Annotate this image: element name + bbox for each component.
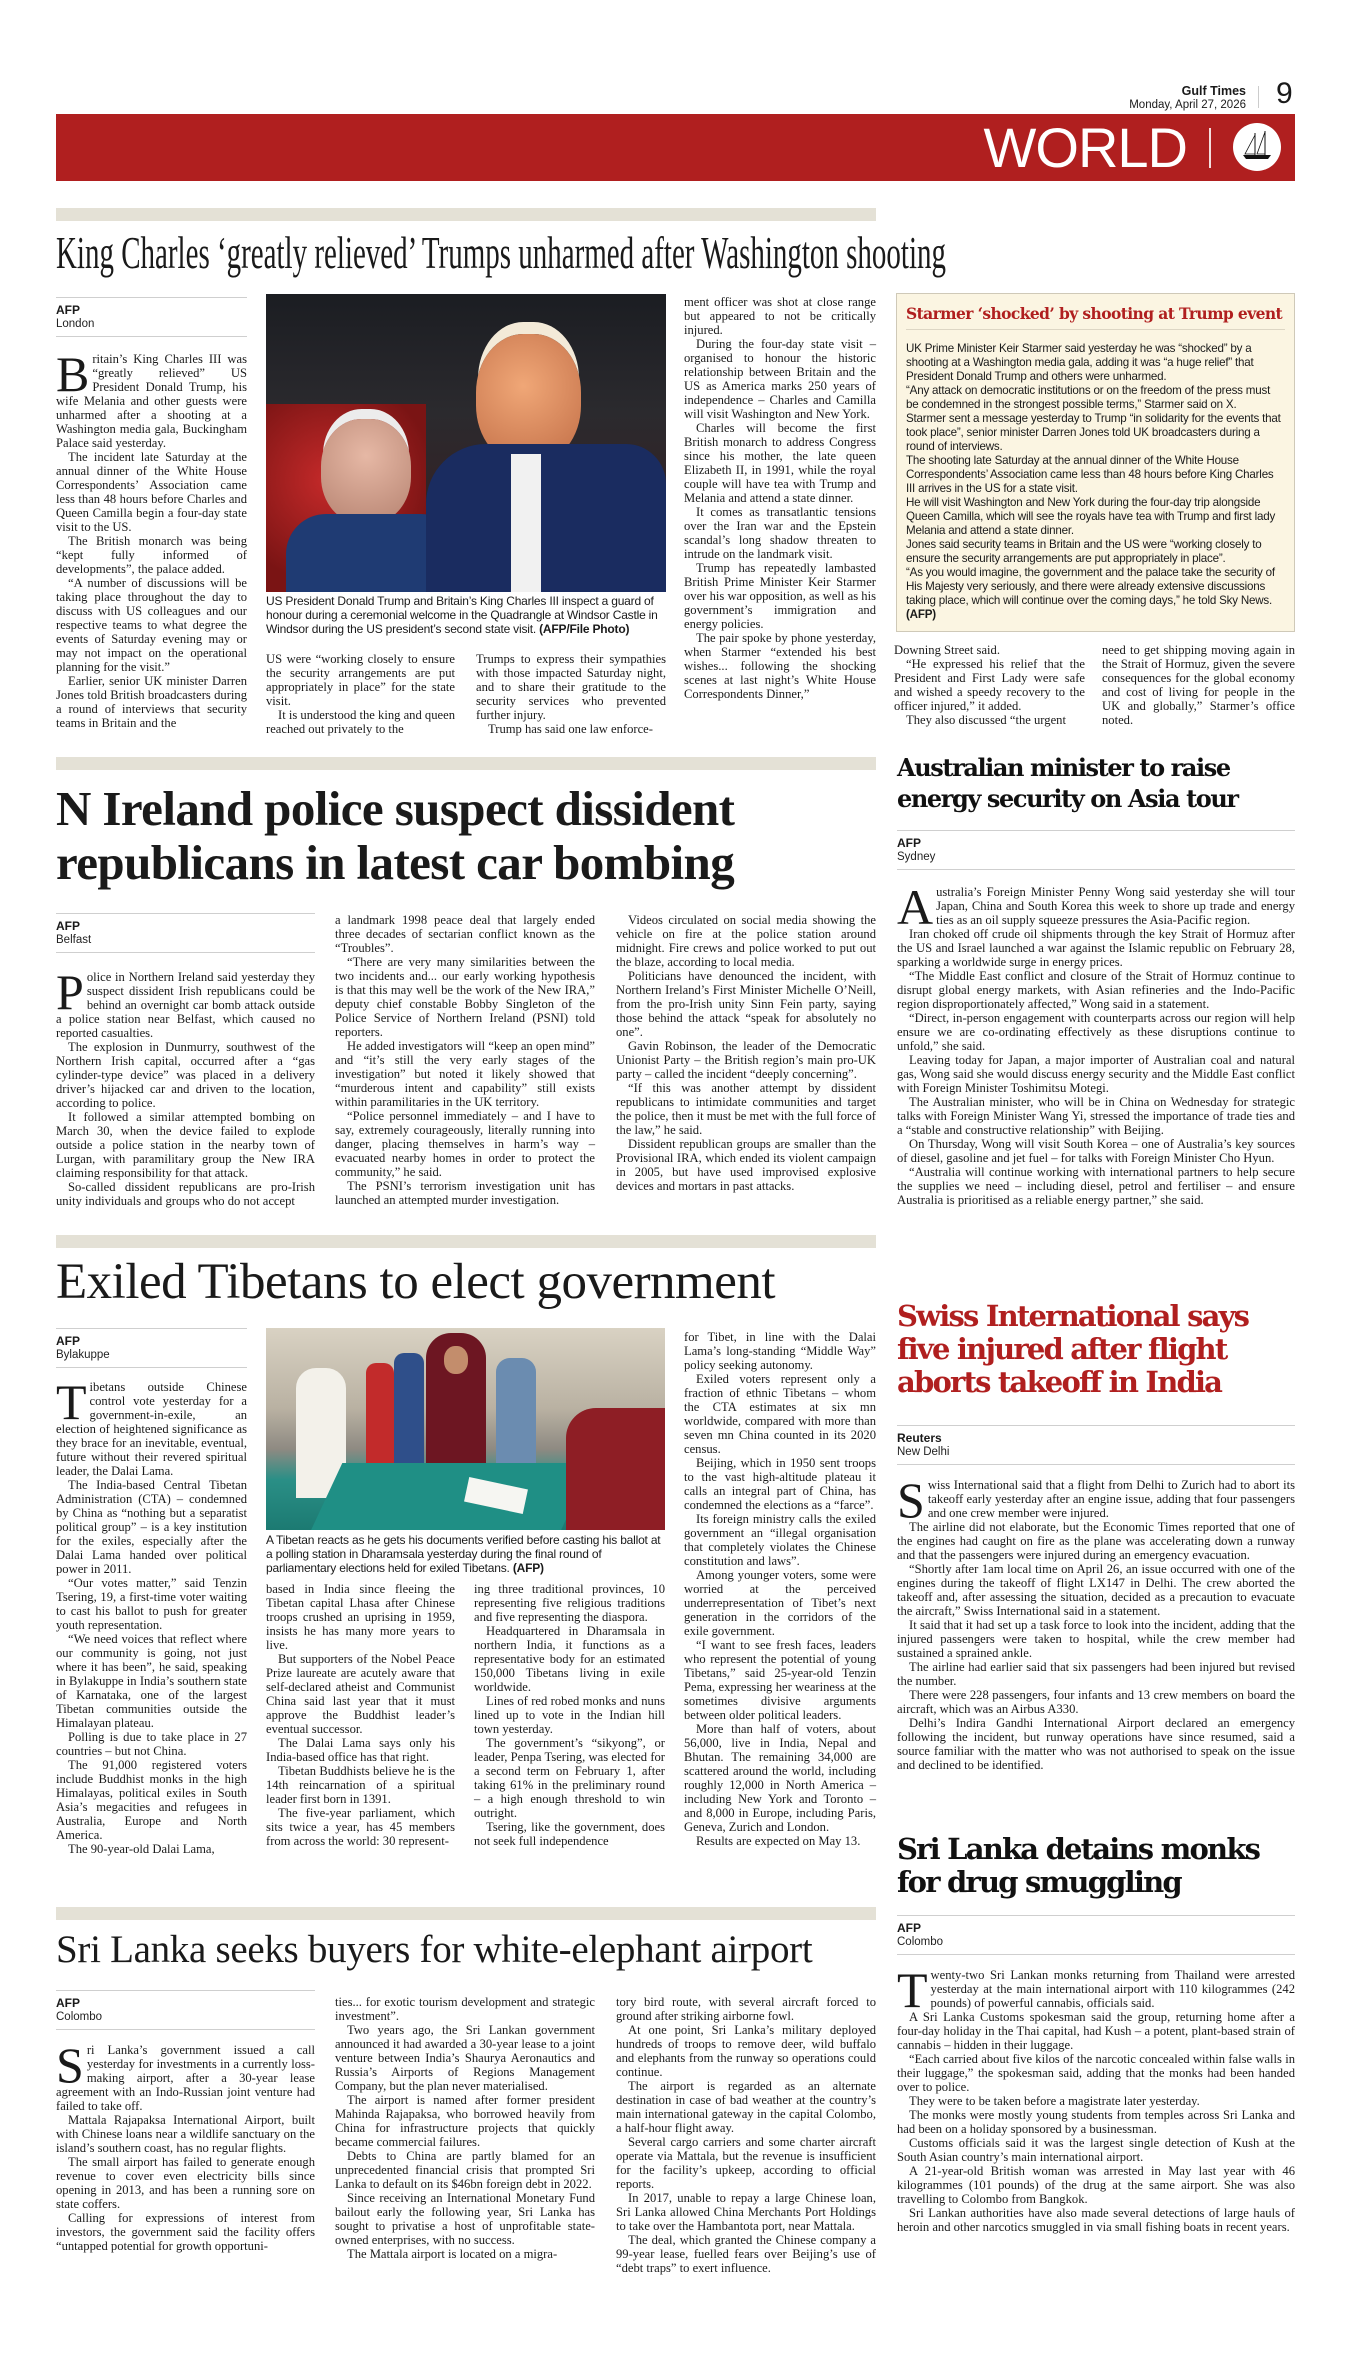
paragraph: Two years ago, the Sri Lankan government announced it had awarded a 30-year lease to a joint venture between India’s Shaurya Aeronautics and Russia’s Airports of Regions Management Company, but the plan never materialised. [335,2023,595,2093]
article-column [266,652,455,736]
article-column [897,879,1295,1207]
paragraph: “He expressed his relief that the President and First Lady were safe and wished a speedy recovery to the officer injured,” it added. [894,657,1085,713]
paragraph: The Australian minister, who will be in China on Wednesday for strategic talks with Foreign Minister Wang Yi, stressed the importance of trade ties and a “stable and constructive relationship” with Beijing. [897,1095,1295,1137]
section-rule [56,1235,876,1248]
paragraph: The India-based Central Tibetan Administration (CTA) – condemned by China as “nothing but a separatist political group” – is a key institution for the exiles, especially after the Dalai Lama handed over political power in 2011. [56,1478,247,1576]
byline-place: Belfast [56,934,92,946]
paragraph: In 2017, unable to repay a large Chinese loan, Sri Lanka allowed China Merchants Port Holdings to take over the Hambantota port, near Mattala. [616,2191,876,2233]
paragraph: The Dalai Lama says only his India-based office has that right. [266,1736,455,1764]
article-column [616,1995,876,2275]
photo-caption [266,1533,665,1575]
masthead [1040,84,1246,112]
article-column [894,643,1085,727]
paragraph: Earlier, senior UK minister Darren Jones told British broadcasters during a round of interviews that security teams in Britain and the [56,674,247,730]
byline-agency: AFP [897,1921,921,1935]
paragraph: He added investigators will “keep an open mind” and “it’s still the very early stages of the investigation” but noted it likely showed that “murderous intent and capability” still exists within paramilitaries in the UK territory. [335,1039,595,1109]
paragraph: The airline had earlier said that six passengers had been injured but revised the number. [897,1660,1295,1688]
article-column [616,913,876,1193]
paragraph: “Our votes matter,” said Tenzin Tsering, 19, a first-time voter waiting to cast his ballot to push for greater youth representation. [56,1576,247,1632]
paragraph: “Shortly after 1am local time on April 26, an issue occurred with one of the engines during the takeoff of flight LX147 in Delhi. The crew aborted the takeoff and, after assessing the situation, decided as a precaution to evacuate the aircraft,” Swiss International said in a statement. [897,1562,1295,1618]
masthead-divider [1258,86,1259,108]
paragraph: Iran choked off crude oil shipments through the key Strait of Hormuz after the US and Israel launched a war against the Islamic republic on February 28, sparking a worldwide surge in energy prices. [897,927,1295,969]
paragraph: At one point, Sri Lanka’s military deployed hundreds of troops to remove deer, wild buffalo and elephants from the runway so operations could continue. [616,2023,876,2079]
headline-swiss: Swiss International says five injured after flight aborts takeoff in India [897,1299,1249,1399]
headline-australia: Australian minister to raise energy security on Asia tour [897,753,1238,813]
paragraph: Lines of red robed monks and nuns lined up to vote in the Indian hill town yesterday. [474,1694,665,1736]
article-column [56,2037,315,2253]
photo-trump-king-charles [266,294,666,592]
headline-monks: Sri Lanka detains monks for drug smuggling [897,1832,1260,1899]
article-column [1102,643,1295,727]
sidebar-credit: (AFP) [906,608,936,621]
sidebar-paragraph: Jones said security teams in Britain and the US were “working closely to ensure the security arrangements are put appropriately in place”. [906,538,1262,565]
issue-date: Monday, April 27, 2026 [1129,99,1246,111]
byline-agency: AFP [897,836,921,850]
byline [897,830,1295,870]
paragraph: The British monarch was being “kept fully informed of developments”, the palace added. [56,534,247,576]
paragraph: ing three traditional provinces, 10 representing five religious traditions and five representing the diaspora. [474,1582,665,1624]
paragraph: But supporters of the Nobel Peace Prize laureate are acutely aware that self-declared atheist and Communist China said last year that it must approve the Buddhist leader’s eventual successor. [266,1652,455,1736]
paragraph: Twenty-two Sri Lankan monks returning from Thailand were arrested yesterday at the main international airport with 110 kilogrammes (242 pounds) of powerful cannabis, officials said. [897,1962,1295,2018]
paragraph: Tsering, like the government, does not seek full independence [474,1820,665,1848]
paragraph: Sri Lanka’s government issued a call yesterday for investments in a currently loss-making airport, after a 30-year lease agreement with an Indo-Russian joint venture had failed to take off. [56,2037,315,2113]
byline [897,1425,1295,1465]
headline-king-charles: King Charles ‘greatly relieved’ Trumps unharmed after Washington shooting [56,227,946,278]
byline-agency: Reuters [897,1431,942,1445]
section-divider [1209,128,1211,168]
paragraph: Trumps to express their sympathies with those impacted Saturday night, and to share their gratitude to the security services who prevented further injury. [476,652,666,722]
paper-name: Gulf Times [1181,84,1246,98]
photo-caption [266,594,666,636]
sidebar-paragraph [906,566,1285,622]
headline-airport: Sri Lanka seeks buyers for white-elephant airport [56,1928,813,1971]
byline-place: Colombo [56,2011,103,2023]
paragraph: US were “working closely to ensure the security arrangements are put appropriately in place” for the state visit. [266,652,455,708]
paragraph: They also discussed “the urgent [906,713,1066,727]
article-column [266,1582,455,1848]
paragraph: Trump has repeatedly lambasted British Prime Minister Keir Starmer over his war opposition, as well as his government’s immigration and energy policies. [684,561,876,631]
paragraph: “Each carried about five kilos of the narcotic concealed within false walls in their luggage,” the spokesman said, adding that the monks had been handed over to police. [897,2052,1295,2094]
sidebar-paragraph: “Any attack on democratic institutions or on the freedom of the press must be condemned in the strongest possible terms,” Starmer said on X. [906,384,1271,411]
paragraph: It said that it had set up a task force to look into the incident, adding that the injured passengers were taken to hospital, while the crew member had sustained a sprained ankle. [897,1618,1295,1660]
headline-n-ireland: N Ireland police suspect dissident republicans in latest car bombing [56,781,735,890]
paragraph: Delhi’s Indira Gandhi International Airport declared an emergency following the incident, but runway operations have since resumed, said a source familiar with the matter who was not authorised to speak on the issue and declined to be identified. [897,1716,1295,1772]
paragraph: More than half of voters, about 56,000, live in India, Nepal and Bhutan. The remaining 34,000 are scattered around the world, including roughly 12,000 in North America – including New York and Toronto – and 8,000 in Europe, including Paris, Geneva, Zurich and London. [684,1722,876,1834]
paragraph: “A number of discussions will be taking place throughout the day to discuss with US colleagues and our respective teams to what degree the events of Saturday evening may or may not impact on the operational planning for the visit.” [56,576,247,674]
paragraph: Police in Northern Ireland said yesterday they suspect dissident Irish republicans could be behind an overnight car bomb attack outside a police station near Belfast, which caused no reported casualties. [56,964,315,1040]
article-column [335,913,595,1207]
paragraph: There were 228 passengers, four infants and 13 crew members on board the aircraft, which was an Airbus A330. [897,1688,1295,1716]
paragraph: A Sri Lanka Customs spokesman said the group, returning home after a four-day holiday in the Thai capital, had Kush – a potent, plant-based strain of cannabis – hidden in their luggage. [897,2010,1295,2052]
caption-text: US President Donald Trump and Britain’s King Charles III inspect a guard of honour during a ceremonial welcome in the Quadrangle at Windsor Castle in Windsor during the US president’s second state visit. [266,594,658,636]
paragraph: a landmark 1998 peace deal that largely ended three decades of sectarian conflict known as the “Troubles”. [335,913,595,955]
paragraph: Among younger voters, some were worried at the perceived underrepresentation of Tibet’s next generation in the corridors of the exile government. [684,1568,876,1638]
paragraph: The monks were mostly young students from temples across Sri Lanka and had been on a holiday sponsored by a businessman. [897,2108,1295,2136]
paragraph: Customs officials said it was the largest single detection of Kush at the South Asian country’s main international airport. [897,2136,1295,2164]
paragraph: Gavin Robinson, the leader of the Democratic Unionist Party – the British region’s main pro-UK party – called the incident “deeply concerning”. [616,1039,876,1081]
paragraph: A 21-year-old British woman was arrested in May last year with 46 kilogrammes (101 pounds) of the drug at the same airport. She was also travelling to Colombo from Bangkok. [897,2164,1295,2206]
section-rule [56,1907,876,1920]
paragraph: Sri Lankan authorities have also made several detections of large hauls of heroin and other narcotics smuggled in via small fishing boats in recent years. [897,2206,1295,2234]
paragraph: Tibetans outside Chinese control vote yesterday for a government-in-exile, an election of heightened significance as they brace for an inevitable, eventual, future without their revered spiritual leader, the Dalai Lama. [56,1374,247,1478]
paragraph: The pair spoke by phone yesterday, when Starmer “extended his best wishes... following the shocking scenes at last night’s White House Correspondents Dinner,” [684,631,876,701]
sidebar-paragraph: He will visit Washington and New York during the four-day trip alongside Queen Camilla, which will see the royals have tea with Trump and first lady Melania and attend a state dinner. [906,496,1276,537]
paragraph: The airport is regarded as an alternate destination in case of bad weather at the country’s main international gateway in the capital Colombo, a half-hour flight away. [616,2079,876,2135]
paragraph: Polling is due to take place in 27 countries – but not China. [56,1730,247,1758]
page-number: 9 [1276,77,1293,110]
paragraph: Politicians have denounced the incident, with Northern Ireland’s First Minister Michelle O’Neill, from the pro-Irish unity Sinn Fein party, saying those behind the attack “speak for absolutely no one”. [616,969,876,1039]
byline [56,1328,247,1368]
dhow-boat-icon [1233,123,1281,171]
caption-credit: (AFP) [512,1561,544,1575]
paragraph: Exiled voters represent only a fraction of ethnic Tibetans – whom the CTA estimates at six mn worldwide, compared with more than seven mn China counted in its 2020 census. [684,1372,876,1456]
paragraph: ties... for exotic tourism development and strategic investment”. [335,1995,595,2023]
paragraph: Dissident republican groups are smaller than the Provisional IRA, which ended its violent campaign in 2005, but have used improvised explosive devices and mortars in past attacks. [616,1137,876,1193]
paragraph: The 90-year-old Dalai Lama, [68,1842,215,1856]
paragraph: Beijing, which in 1950 sent troops to the vast high-altitude plateau it calls an integral part of China, has condemned the elections as a “farce”. [684,1456,876,1512]
sidebar-paragraph: The shooting late Saturday at the annual dinner of the White House Correspondents’ Association came less than 48 hours before King Charles III arrives in the US for a state visit. [906,454,1274,495]
sidebar-paragraph: UK Prime Minister Keir Starmer said yesterday he was “shocked” by a shooting at a Washington media gala, adding it was “a huge relief” that President Donald Trump and others were unharmed. [906,342,1254,383]
byline-agency: AFP [56,919,80,933]
article-column [335,1995,595,2261]
paragraph: Swiss International said that a flight from Delhi to Zurich had to abort its takeoff early yesterday after an engine issue, adding that four passengers and one crew member were injured. [897,1472,1295,1528]
paragraph: need to get shipping moving again in the Strait of Hormuz, given the severe consequences for the global economy and cost of living for people in the UK and globally,” Starmer’s office noted. [1102,643,1295,727]
byline [897,1915,1295,1955]
article-column [897,1472,1295,1772]
paragraph: The incident late Saturday at the annual dinner of the White House Correspondents’ Association came less than 48 hours before Charles and Queen Camilla begin a four-day state visit to the US. [56,450,247,534]
paragraph: The five-year parliament, which sits twice a year, has 45 members from across the world: 30 represent- [266,1806,455,1848]
article-column [474,1582,665,1848]
paragraph: It followed a similar attempted bombing on March 30, when the device failed to explode outside a police station in the nearby town of Lurgan, with paramilitary group the New IRA claiming responsibility for that attack. [56,1110,315,1180]
byline-place: New Delhi [897,1446,950,1458]
paragraph: The government’s “sikyong”, or leader, Penpa Tsering, was elected for a second term on February 1, after taking 61% in the preliminary round – a high enough threshold to win outright. [474,1736,665,1820]
article-column [56,1374,247,1856]
paragraph: It is understood the king and queen reached out privately to the [266,708,455,736]
byline-agency: AFP [56,1996,80,2010]
caption-text: A Tibetan reacts as he gets his documents verified before casting his ballot at a polling station in Dharamsala yesterday during the final round of parliamentary elections held for exiled Tibetans. [266,1533,661,1575]
paragraph: Videos circulated on social media showing the vehicle on fire at the police station around midnight. Fire crews and police worked to put out the blaze, according to local media. [616,913,876,969]
byline-place: Bylakuppe [56,1349,110,1361]
byline-place: London [56,318,95,330]
paragraph: It comes as transatlantic tensions over the Iran war and the Epstein scandal’s long shadow threaten to intrude on the landmark visit. [684,505,876,561]
paragraph: Mattala Rajapaksa International Airport, built with Chinese loans near a wildlife sanctuary on the island’s southern coast, has no regular flights. [56,2113,315,2155]
paragraph: They were to be taken before a magistrate later yesterday. [909,2094,1200,2108]
paragraph: Leaving today for Japan, a major importer of Australian coal and natural gas, Wong said she would discuss energy security and the Middle East conflict with Foreign Minister Toshimitsu Motegi. [897,1053,1295,1095]
headline-tibet: Exiled Tibetans to elect government [56,1254,776,1310]
byline-agency: AFP [56,303,80,317]
paragraph: Australia’s Foreign Minister Penny Wong said yesterday she will tour Japan, China and South Korea this week to shore up trade and energy ties as an oil supply squeeze pressures the Asia-Pacific region. [897,879,1295,935]
paragraph: The 91,000 registered voters include Buddhist monks in the high Himalayas, political exiles in South Asia’s megacities and refugees in Australia, Europe and North America. [56,1758,247,1842]
paragraph: The explosion in Dunmurry, southwest of the Northern Irish capital, occurred after a “gas cylinder-type device” was placed in a delivery driver’s hijacked car and driven to the location, according to police. [56,1040,315,1110]
paragraph: The Mattala airport is located on a migra- [347,2247,558,2261]
paragraph: “There are very many similarities between the two incidents and... our early working hypothesis is that this may well be the work of the New IRA,” deputy chief constable Bobby Singleton of the Police Service of Northern Ireland (PSNI) told reporters. [335,955,595,1039]
paragraph: “Police personnel immediately – and I have to say, extremely courageously, literally running into danger, placing themselves in harm’s way – evacuated nearby homes in order to protect the community,” he said. [335,1109,595,1179]
paragraph: Downing Street said. [894,643,1000,657]
paragraph: “The Middle East conflict and closure of the Strait of Hormuz continue to disrupt global energy markets, with Asian refineries and the Indo-Pacific region disproportionately affected,” Wong said in a statement. [897,969,1295,1011]
paragraph: based in India since fleeing the Tibetan capital Lhasa after Chinese troops crushed an uprising in 1959, insists he has many more years to live. [266,1582,455,1652]
paragraph: The airport is named after former president Mahinda Rajapaksa, who borrowed heavily from China for infrastructure projects that quickly became commercial failures. [335,2093,595,2149]
sidebar-title: Starmer ‘shocked’ by shooting at Trump event [906,304,1285,330]
paragraph: The small airport has failed to generate enough revenue to cover even electricity bills since opening in 2013, and has been a running sore on state coffers. [56,2155,315,2211]
article-column [684,295,876,701]
paragraph: So-called dissident republicans are pro-Irish unity individuals and groups who do not accept [56,1180,315,1208]
section-banner [56,114,1295,181]
paragraph: Trump has said one law enforce- [488,722,653,736]
paragraph: “We need voices that reflect where our community is going, not just where it has been”, he said, speaking in Bylakuppe in India’s southern state of Karnataka, one of the largest Tibetan communities outside the Himalayan plateau. [56,1632,247,1730]
article-column [897,1962,1295,2234]
article-column [56,346,247,730]
section-rule [56,757,876,770]
paragraph: Headquartered in Dharamsala in northern India, it functions as a representative body for an estimated 150,000 Tibetans living in exile worldwide. [474,1624,665,1694]
sidebar-box-starmer [896,293,1295,632]
byline [56,1990,315,2030]
sidebar-last-text: “As you would imagine, the government and the palace take the security of His Majesty very seriously, and there were already extensive discussions taking place, which will continue over the coming days,” he told Sky News. [906,566,1275,607]
byline [56,297,247,337]
paragraph: The deal, which granted the Chinese company a 99-year lease, fuelled fears over Beijing’s use of “debt traps” to exert influence. [616,2233,876,2275]
paragraph: ment officer was shot at close range but appeared to not be critically injured. [684,295,876,337]
paragraph: The PSNI’s terrorism investigation unit has launched an attempted murder investigation. [335,1179,595,1207]
byline [56,913,315,953]
article-column [684,1330,876,1848]
section-rule [56,208,876,221]
paragraph: “If this was another attempt by dissident republicans to intimidate communities and target the police, then it must be met with the full force of the law,” he said. [616,1081,876,1137]
byline-agency: AFP [56,1334,80,1348]
paragraph: “Australia will continue working with international partners to help secure the supplies we need – including diesel, petrol and fertiliser – and ensure Australia is prioritised as a reliable energy partner,” she said. [897,1165,1295,1207]
paragraph: tory bird route, with several aircraft forced to ground after striking airborne fowl. [616,1995,876,2023]
article-column [56,964,315,1208]
paragraph: for Tibet, in line with the Dalai Lama’s long-standing “Middle Way” policy seeking autonomy. [684,1330,876,1372]
paragraph: “I want to see fresh faces, leaders who represent the potential of young Tibetans,” said 25-year-old Tenzin Pema, expressing her weariness at the sometimes divisive arguments between older political leaders. [684,1638,876,1722]
article-column [476,652,666,736]
paragraph: The airline did not elaborate, but the Economic Times reported that one of the engines had caught on fire as the plane was accelerating down a runway and that the passengers were injured during an emergency evacuation. [897,1520,1295,1562]
section-title: WORLD [983,116,1187,179]
byline-place: Colombo [897,1936,944,1948]
paragraph: Results are expected on May 13. [696,1834,861,1848]
caption-credit: (AFP/File Photo) [539,622,630,636]
paragraph: During the four-day state visit – organised to honour the historic relationship between Britain and the US as America marks 250 years of independence – Charles and Camilla will visit Washington and New York. [684,337,876,421]
paragraph: Calling for expressions of interest from investors, the government said the facility offers “untapped potential for growth opportuni- [56,2211,315,2253]
paragraph: Several cargo carriers and some charter aircraft operate via Mattala, but the revenue is insufficient for the facility’s upkeep, according to official reports. [616,2135,876,2191]
paragraph: Tibetan Buddhists believe he is the 14th reincarnation of a spiritual leader first born in 1391. [266,1764,455,1806]
paragraph: Debts to China are partly blamed for an unprecedented financial crisis that prompted Sri Lanka to default on its $46bn foreign debt in 2022. [335,2149,595,2191]
paragraph: Britain’s King Charles III was “greatly relieved” US President Donald Trump, his wife Melania and other guests were unharmed after a shooting at a Washington media gala, Buckingham Palace said yesterday. [56,346,247,450]
paragraph: Charles will become the first British monarch to address Congress since his mother, the late queen Elizabeth II, in 1991, while the royal couple will have tea with Trump and Melania and attend a state dinner. [684,421,876,505]
paragraph: “Direct, in-person engagement with counterparts across our region will help ensure we are co-ordinating effectively as these disruptions continue to unfold,” she said. [897,1011,1295,1053]
paragraph: Since receiving an International Monetary Fund bailout early the following year, Sri Lanka has sought to privatise a host of unprofitable state-owned enterprises, with no success. [335,2191,595,2247]
paragraph: On Thursday, Wong will visit South Korea – one of Australia’s key sources of diesel, gasoline and jet fuel – for talks with Foreign Minister Cho Hyun. [897,1137,1295,1165]
sidebar-paragraph: Starmer sent a message yesterday to Trump “in solidarity for the events that took place”, senior minister Darren Jones told UK broadcasters during a round of interviews. [906,412,1281,453]
paragraph: Its foreign ministry calls the exiled government an “illegal organisation that completely violates the Chinese constitution and laws”. [684,1512,876,1568]
photo-tibetan-polling-station [266,1328,665,1530]
byline-place: Sydney [897,851,936,863]
